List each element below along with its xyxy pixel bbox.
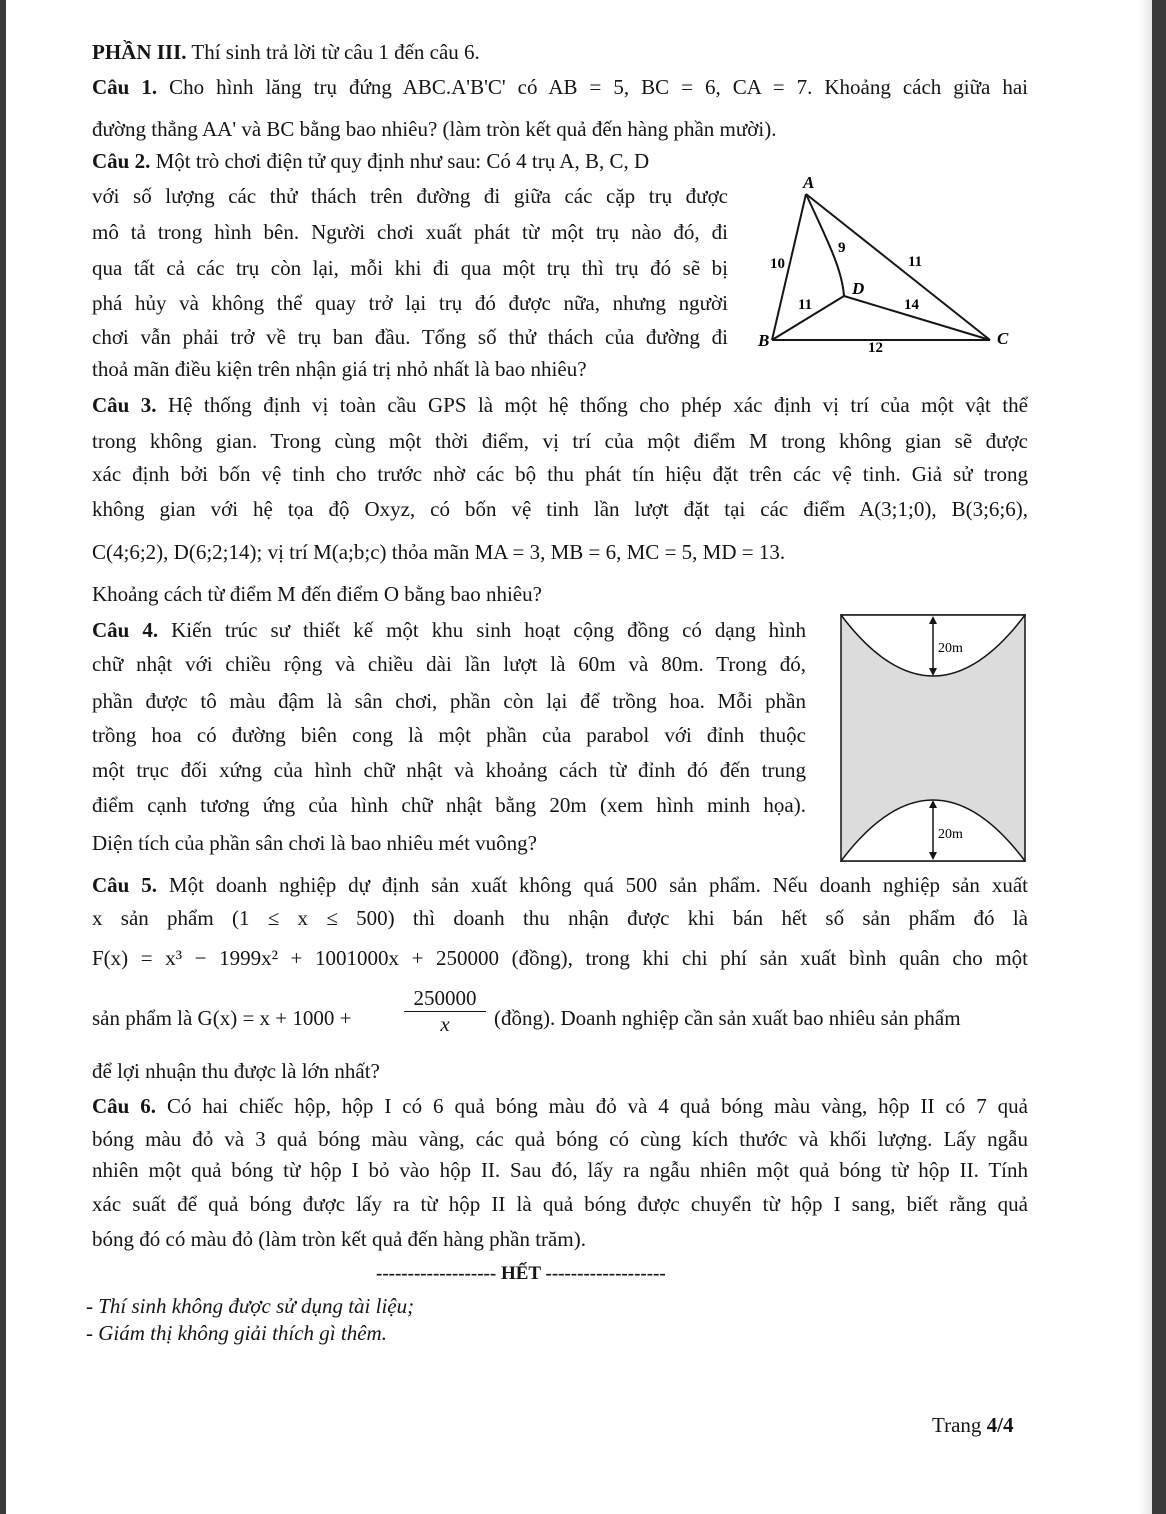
part-heading: PHẦN III. bbox=[92, 40, 187, 64]
q4-line-1 bbox=[92, 617, 806, 643]
weight-BD: 11 bbox=[798, 297, 813, 313]
q6-line-5: bóng đó có màu đỏ (làm tròn kết quả đến hàng phần trăm). bbox=[92, 1227, 586, 1251]
q6-label: Câu 6. bbox=[92, 1094, 157, 1118]
q6-text-1: Có hai chiếc hộp, hộp I có 6 quả bóng màu đỏ và 4 quả bóng màu vàng, hộp II có 7 quả bbox=[166, 1094, 1028, 1118]
q5-line-4-pre: sản phẩm là G(x) = x + 1000 + bbox=[92, 1006, 352, 1030]
q4-line-6: điểm cạnh tương ứng của hình chữ nhật bằng 20m (xem hình minh họa). bbox=[92, 793, 806, 817]
top-distance-label: 20m bbox=[938, 641, 963, 656]
q5-line-3: F(x) = x³ − 1999x² + 1001000x + 250000 (đồng), trong khi chi phí sản xuất bình quân cho một bbox=[92, 946, 1028, 970]
q3-line-3: xác định bởi bốn vệ tinh cho trước nhờ các bộ thu phát tín hiệu đặt trên các vệ tinh. Giả sử trong bbox=[92, 462, 1028, 486]
vertex-B: B bbox=[758, 331, 770, 350]
weight-CD: 14 bbox=[904, 297, 919, 313]
vertex-D: D bbox=[852, 279, 865, 298]
part-instruction: Thí sinh trả lời từ câu 1 đến câu 6. bbox=[191, 40, 480, 64]
q4-line-4: trồng hoa có đường biên cong là một phần của parabol với đỉnh thuộc bbox=[92, 723, 806, 747]
q2-line-3: mô tả trong hình bên. Người chơi xuất phát từ một trụ nào đó, đi bbox=[92, 220, 728, 244]
note-2: - Giám thị không giải thích gì thêm. bbox=[86, 1321, 387, 1345]
weight-AD: 9 bbox=[838, 240, 846, 256]
q3-line-6: Khoảng cách từ điểm M đến điểm O bằng bao nhiêu? bbox=[92, 582, 542, 606]
q2-line-1 bbox=[92, 148, 649, 174]
q4-line-3: phần được tô màu đậm là sân chơi, phần còn lại để trồng hoa. Mỗi phần bbox=[92, 689, 806, 713]
q2-label: Câu 2. bbox=[92, 149, 151, 173]
q6-line-4: xác suất để quả bóng được lấy ra từ hộp II là quả bóng được chuyển từ hộp I sang, biết rằng quả bbox=[92, 1192, 1028, 1216]
q5-line-5: để lợi nhuận thu được là lớn nhất? bbox=[92, 1059, 380, 1083]
vertex-C: C bbox=[997, 329, 1009, 348]
exam-page bbox=[6, 0, 1152, 1514]
q3-line-4: không gian với hệ tọa độ Oxyz, có bốn vệ tinh lần lượt đặt tại các điểm A(3;1;0), B(3;6;6), bbox=[92, 497, 1028, 521]
q6-line-2: bóng màu đỏ và 3 quả bóng màu vàng, các quả bóng có cùng kích thước và khối lượng. Lấy ngẫu bbox=[92, 1127, 1028, 1151]
q6-line-1 bbox=[92, 1093, 1028, 1119]
q4-line-7: Diện tích của phần sân chơi là bao nhiêu mét vuông? bbox=[92, 831, 537, 855]
q3-line-5: C(4;6;2), D(6;2;14); vị trí M(a;b;c) thỏa mãn MA = 3, MB = 6, MC = 5, MD = 13. bbox=[92, 540, 786, 564]
q5-fraction-numerator: 250000 bbox=[404, 986, 486, 1012]
q5-label: Câu 5. bbox=[92, 873, 157, 897]
end-mark: ------------------- HẾT ------------------- bbox=[376, 1263, 666, 1284]
q4-text-1: Kiến trúc sư thiết kế một khu sinh hoạt cộng đồng có dạng hình bbox=[171, 618, 807, 642]
q1-line-1 bbox=[92, 74, 1028, 100]
bottom-distance-label: 20m bbox=[938, 827, 963, 842]
q1-line-2: đường thẳng AA' và BC bằng bao nhiêu? (làm tròn kết quả đến hàng phần mười). bbox=[92, 117, 777, 141]
part-heading-line bbox=[92, 39, 480, 65]
weight-AC: 11 bbox=[908, 254, 923, 270]
page-edge-shadow bbox=[1138, 0, 1152, 1514]
vertex-A: A bbox=[803, 173, 815, 192]
q5-line-1 bbox=[92, 872, 1028, 898]
q2-text-1: Một trò chơi điện tử quy định như sau: Có 4 trụ A, B, C, D bbox=[155, 149, 650, 173]
weight-AB: 10 bbox=[770, 256, 785, 272]
weight-BC: 12 bbox=[868, 340, 883, 356]
q3-label: Câu 3. bbox=[92, 393, 157, 417]
q2-line-6: chơi vẫn phải trở về trụ ban đầu. Tổng số thử thách của đường đi bbox=[92, 325, 728, 349]
q4-line-5: một trục đối xứng của hình chữ nhật và khoảng cách từ đỉnh đó đến trung bbox=[92, 758, 806, 782]
q2-line-5: phá hủy và không thể quay trở lại trụ đó được nữa, nhưng người bbox=[92, 291, 728, 315]
q2-line-7: thoả mãn điều kiện trên nhận giá trị nhỏ nhất là bao nhiêu? bbox=[92, 357, 587, 381]
q5-fraction-denominator: x bbox=[440, 1012, 450, 1036]
q6-line-3: nhiên một quả bóng từ hộp I bỏ vào hộp II. Sau đó, lấy ra ngẫu nhiên một quả bóng từ hộp II. Tính bbox=[92, 1158, 1028, 1182]
q1-text-1: Cho hình lăng trụ đứng ABC.A'B'C' có AB = 5, BC = 6, CA = 7. Khoảng cách giữa hai bbox=[169, 75, 1028, 99]
page-number bbox=[932, 1412, 1014, 1438]
q4-line-2: chữ nhật với chiều rộng và chiều dài lần lượt là 60m và 80m. Trong đó, bbox=[92, 652, 806, 676]
page-label: Trang bbox=[932, 1413, 982, 1437]
q5-line-2: x sản phẩm (1 ≤ x ≤ 500) thì doanh thu nhận được khi bán hết số sản phẩm đó là bbox=[92, 906, 1028, 930]
q2-line-2: với số lượng các thử thách trên đường đi giữa các cặp trụ được bbox=[92, 184, 728, 208]
q2-line-4: qua tất cả các trụ còn lại, mỗi khi đi qua một trụ thì trụ đó sẽ bị bbox=[92, 256, 728, 280]
note-1: - Thí sinh không được sử dụng tài liệu; bbox=[86, 1294, 415, 1318]
q5-line-4-post: (đồng). Doanh nghiệp cần sản xuất bao nhiêu sản phẩm bbox=[494, 1006, 961, 1030]
page-count: 4/4 bbox=[986, 1413, 1014, 1437]
pillar-graph bbox=[754, 168, 1034, 360]
q5-text-1: Một doanh nghiệp dự định sản xuất không quá 500 sản phẩm. Nếu doanh nghiệp sản xuất bbox=[168, 873, 1028, 897]
q3-line-1 bbox=[92, 392, 1028, 418]
q1-label: Câu 1. bbox=[92, 75, 158, 99]
playground-figure bbox=[840, 614, 1026, 864]
q5-fraction bbox=[404, 986, 486, 1037]
q3-text-1: Hệ thống định vị toàn cầu GPS là một hệ thống cho phép xác định vị trí của một vật thể bbox=[168, 393, 1028, 417]
q3-line-2: trong không gian. Trong cùng một thời điểm, vị trí của một điểm M trong không gian sẽ được bbox=[92, 429, 1028, 453]
edge-AC bbox=[806, 194, 990, 340]
q4-label: Câu 4. bbox=[92, 618, 159, 642]
